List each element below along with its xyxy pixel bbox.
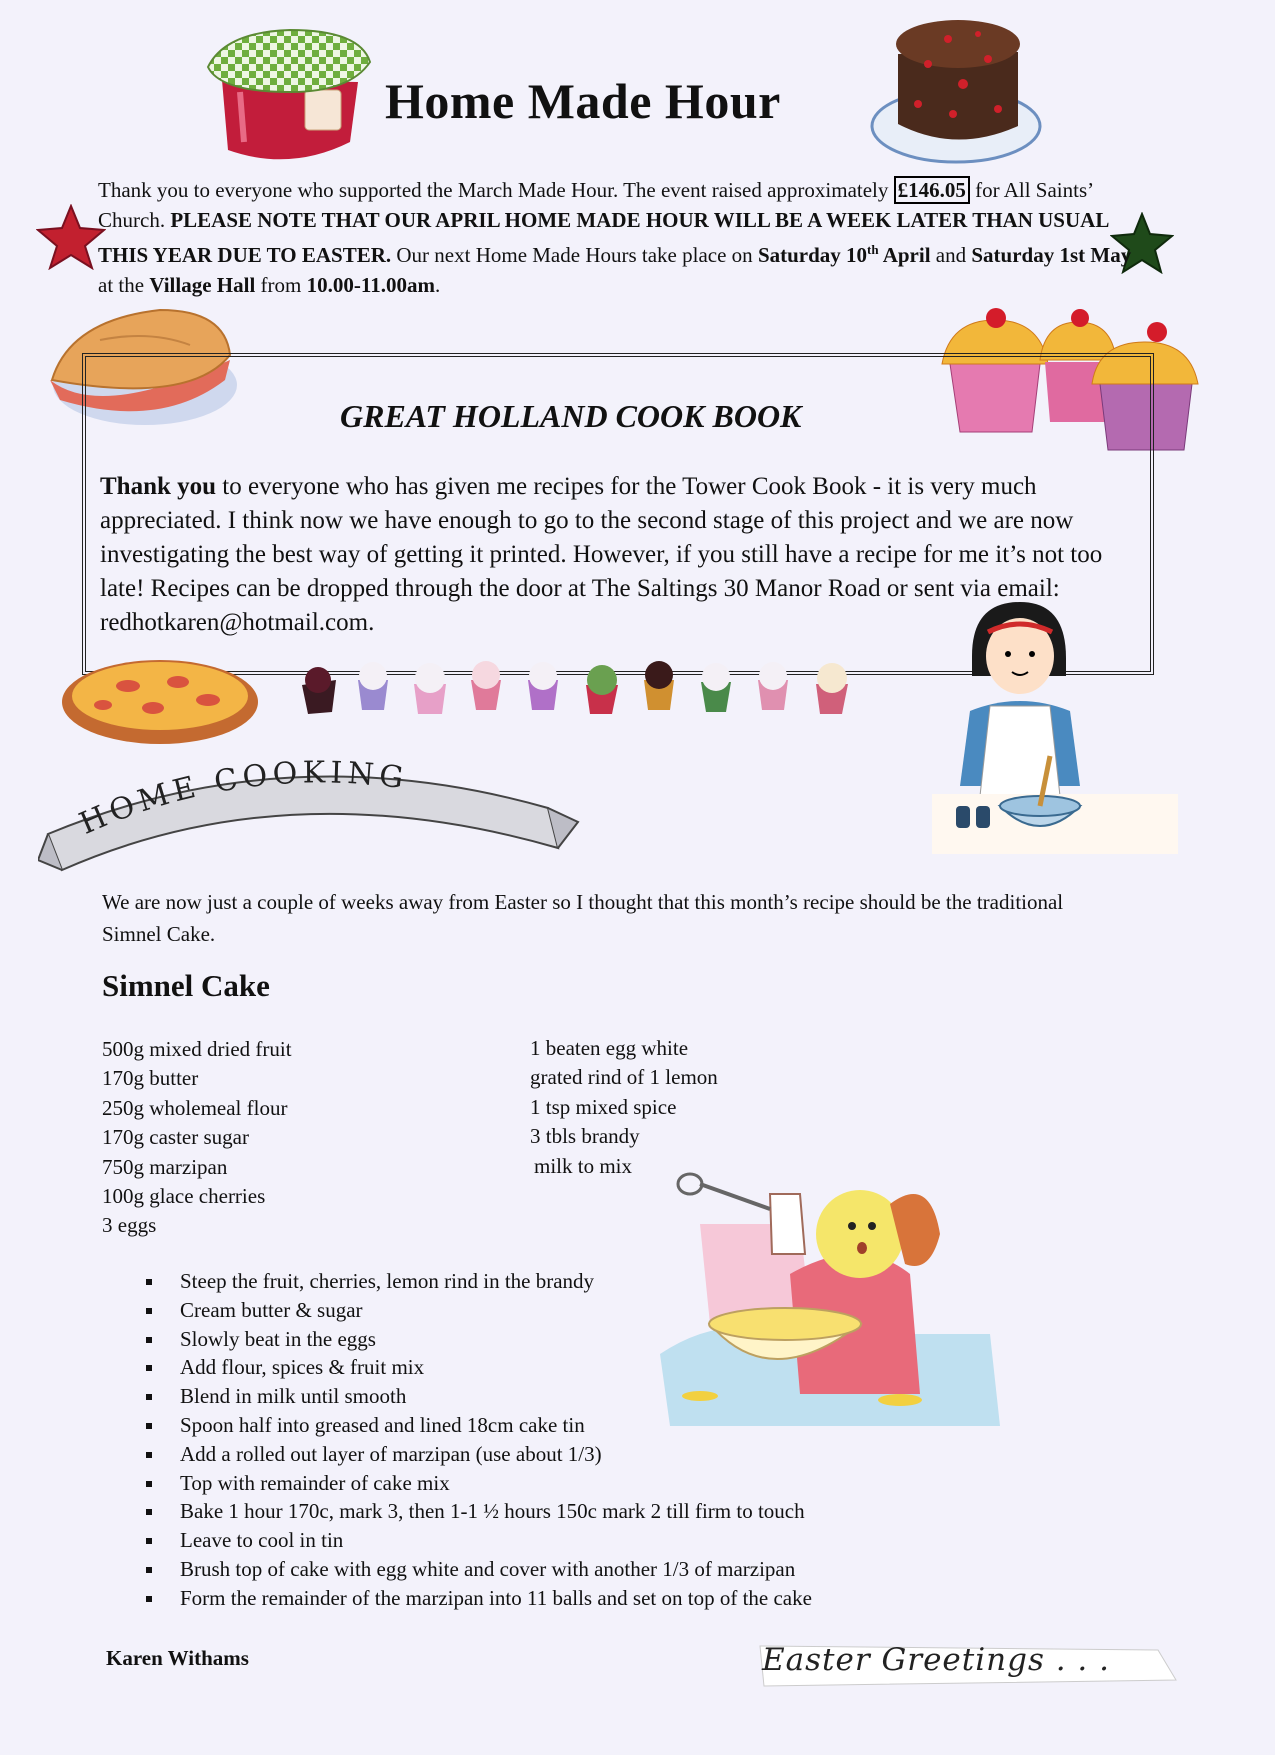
and-text: and (930, 243, 972, 267)
ingredient: 170g butter (102, 1066, 199, 1091)
intro-paragraph (98, 175, 1148, 300)
period: . (434, 273, 441, 297)
method-step: Leave to cool in tin (140, 1526, 812, 1555)
venue: Village Hall (149, 273, 256, 297)
cookbook-text: to everyone who has given me recipes for the Tower Cook Book - it is very much appreciated. I think now we have enough to go to the second stage of this project and we are now investigating the best way of getting it printed. However, if you still have a recipe for me it’s not too late! Recipes can be dropped through the door at The Saltings 30 Manor Road or sent via email: redhotkaren@hotmail.com. (100, 473, 1103, 636)
jam-jar-icon (200, 22, 375, 172)
date-2: Saturday 1st May (971, 243, 1132, 267)
easter-notice: PLEASE NOTE THAT OUR APRIL HOME MADE HOUR WILL BE A WEEK LATER THAN USUAL THIS YEAR DUE TO EASTER. (98, 208, 1109, 267)
method-step: Add flour, spices & fruit mix (140, 1353, 812, 1382)
fruit-cake-icon (868, 14, 1043, 172)
method-step: Slowly beat in the eggs (140, 1325, 812, 1354)
banner-text: HOME COOKING (74, 755, 411, 842)
quiche-icon (58, 650, 263, 750)
ingredient: 750g marzipan (102, 1154, 228, 1179)
method-step: Add a rolled out layer of marzipan (use about 1/3) (140, 1440, 812, 1469)
method-step: Form the remainder of the marzipan into 11 balls and set on top of the cake (140, 1584, 812, 1613)
method-step: Blend in milk until smooth (140, 1382, 812, 1411)
recipe-intro: We are now just a couple of weeks away from Easter so I thought that this month’s recipe should be the traditional Simnel Cake. (102, 890, 1064, 946)
recipe-title: Simnel Cake (102, 968, 270, 1003)
easter-greetings: Easter Greetings . . . (762, 1642, 1110, 1678)
home-cooking-banner (38, 748, 588, 880)
ingredient: 3 eggs (102, 1213, 157, 1238)
girl-cooking-icon (930, 596, 1180, 866)
ingredient: 250g wholemeal flour (102, 1095, 288, 1120)
from-text: from (255, 273, 307, 297)
ingredient: 500g mixed dried fruit (102, 1037, 292, 1061)
method-step: Brush top of cake with egg white and cover with another 1/3 of marzipan (140, 1555, 812, 1584)
cookbook-title: GREAT HOLLAND COOK BOOK (340, 398, 802, 434)
ingredient: 100g glace cherries (102, 1184, 266, 1209)
ingredient: 1 beaten egg white (530, 1036, 689, 1060)
ingredient: 170g caster sugar (102, 1125, 249, 1150)
method-steps (140, 1267, 812, 1613)
ingredient: 3 tbls brandy (530, 1124, 640, 1149)
method-step: Top with remainder of cake mix (140, 1469, 812, 1498)
event-time: 10.00-11.00am (306, 273, 435, 297)
at-the-text: at the (98, 273, 150, 297)
red-star-icon (36, 204, 106, 270)
method-step: Bake 1 hour 170c, mark 3, then 1-1 ½ hours 150c mark 2 till firm to touch (140, 1497, 812, 1526)
method-step: Cream butter & sugar (140, 1296, 812, 1325)
author-name: Karen Withams (106, 1646, 249, 1670)
date-1-suffix: th (867, 242, 879, 257)
date-1: Saturday 10 (757, 243, 868, 267)
ingredient: 1 tsp mixed spice (530, 1094, 677, 1119)
intro-text-2: for All Saints’ Church. (98, 178, 1093, 232)
raised-amount: £146.05 (894, 176, 970, 204)
date-1-month: April (878, 243, 931, 267)
ingredients-right (530, 1034, 718, 1181)
ingredients-left (102, 1035, 292, 1241)
method-step: Steep the fruit, cherries, lemon rind in the brandy (140, 1267, 812, 1296)
intro-text: Thank you to everyone who supported the March Made Hour. The event raised approximately (98, 178, 894, 202)
page-title: Home Made Hour (385, 73, 781, 129)
ingredient: grated rind of 1 lemon (530, 1065, 718, 1090)
cupcake-row-icon (296, 650, 880, 720)
ingredient: milk to mix (534, 1153, 633, 1178)
method-step: Spoon half into greased and lined 18cm cake tin (140, 1411, 812, 1440)
intro-text-3: Our next Home Made Hours take place on (391, 243, 758, 267)
cookbook-lead: Thank you (100, 473, 217, 500)
